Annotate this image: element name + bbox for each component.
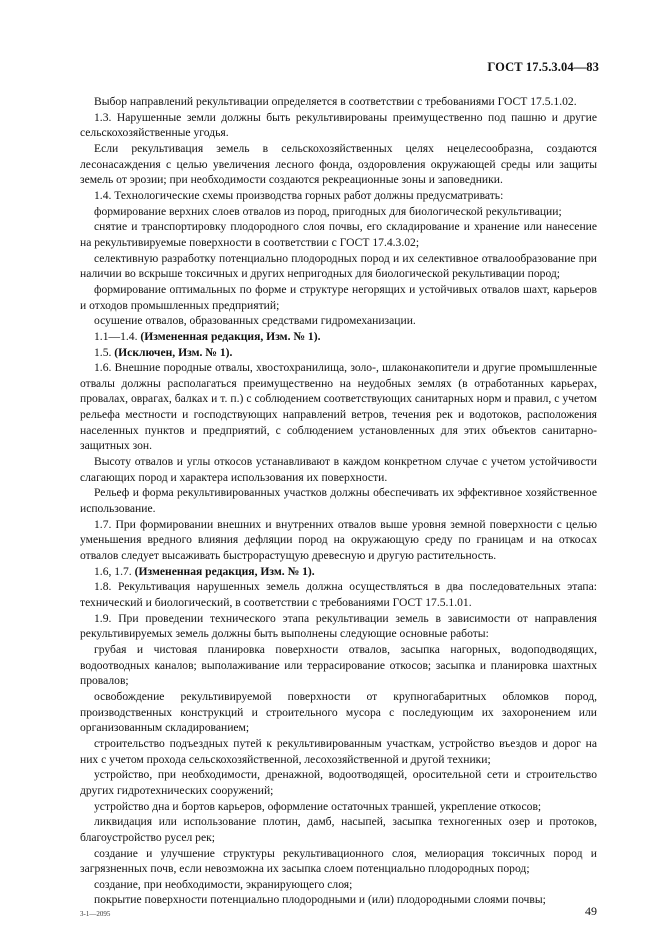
edit-note-1-6-1-7 <box>80 564 597 580</box>
paragraph: Если рекультивация земель в сельскохозяйственных целях нецелесообразна, создаются лесонасаждения с целью увеличения лесного фонда, оздоровления окружающей среды или защиты земель от эрозии; при необходимости создаются рекреационные зоны и заповедники. <box>80 141 597 187</box>
paragraph: снятие и транспортировку плодородного слоя почвы, его складирование и хранение или нанесение на рекультивируемые поверхности в соответствии с ГОСТ 17.4.3.02; <box>80 220 597 249</box>
paragraph: Высоту отвалов и углы откосов устанавливают в каждом конкретном случае с учетом устойчивости слагающих пород и характера использования их поверхности. <box>80 455 597 484</box>
paragraph: покрытие поверхности потенциально плодородными и (или) плодородными слоями почвы; <box>94 893 546 907</box>
paragraph: 1.6. Внешние породные отвалы, хвостохранилища, золо-, шлаконакопители и другие промышленные отвалы должны располагаться преимущественно на неудобных землях (в отработанных карьерах, провалах, оврагах, балках и т. п.) с соблюдением соответствующих санитарных норм и правил, с учетом рельефа местности и господствующих направлений ветров, течения рек и водотоков, расположения населенных пунктов и предприятий, с соблюдением установленных для этих объектов санитарно-защитных зон. <box>80 361 597 453</box>
edit-ref: 1.1—1.4. <box>94 329 138 343</box>
paragraph: создание и улучшение структуры рекультивационного слоя, мелиорация токсичных пород и загрязненных почв, если невозможна их засыпка слоем потенциально плодородных пород; <box>80 846 597 876</box>
edit-ref: 1.6, 1.7. <box>94 564 132 578</box>
paragraph: устройство, при необходимости, дренажной, водоотводящей, оросительной сети и строительство других гидротехнических сооружений; <box>80 768 597 797</box>
paragraph: 1.3. Нарушенные земли должны быть рекультивированы преимущественно под пашню и другие сельскохозяйственные угодья. <box>80 110 597 140</box>
edit-note: (Измененная редакция, Изм. № 1). <box>134 564 315 578</box>
edit-note-1-1-1-4 <box>80 329 597 345</box>
paragraph: строительство подъездных путей к рекультивированным участкам, устройство въездов и дорог на них с учетом прохода сельскохозяйственной, лесохозяйственной и другой техники; <box>80 736 597 766</box>
paragraph: грубая и чистовая планировка поверхности отвалов, засыпка нагорных, водоподводящих, водоотводных каналов; выполаживание или террасирование откосов; засыпка и планировка шахтных провалов; <box>80 642 597 688</box>
paragraph: освобождение рекультивируемой поверхности от крупногабаритных обломков пород, производственных конструкций и строительного мусора с последующим их захоронением или организованным складированием; <box>80 689 597 735</box>
paragraph: 1.9. При проведении технического этапа рекультивации земель в зависимости от направления рекультивируемых земель должны быть выполнены следующие основные работы: <box>80 611 597 641</box>
document-body <box>80 94 597 908</box>
page-number: 49 <box>585 904 597 918</box>
edit-note: (Измененная редакция, Изм. № 1). <box>140 329 321 343</box>
item-1-5 <box>80 345 597 361</box>
paragraph: создание, при необходимости, экранирующего слоя; <box>94 877 353 891</box>
paragraph: селективную разработку потенциально плодородных пород и их селективное отвалообразование при наличии во вскрыше токсичных и других непригодных для биологической рекультивации пород; <box>80 251 597 281</box>
paragraph: формирование оптимальных по форме и структуре негорящих и устойчивых отвалов шахт, карьеров и отходов промышленных предприятий; <box>80 282 597 312</box>
paragraph: осушение отвалов, образованных средствами гидромеханизации. <box>94 314 416 328</box>
paragraph: 1.7. При формировании внешних и внутренних отвалов выше уровня земной поверхности с целью уменьшения вредного влияния дефляции пород на окружающую среду по границам и на откосах отвалов следует высаживать быстрорастущую древесную и другую растительность. <box>80 517 597 563</box>
paragraph: Выбор направлений рекультивации определяется в соответствии с требованиями ГОСТ 17.5.1.02. <box>94 95 577 108</box>
paragraph: ликвидация или использование плотин, дамб, насыпей, засыпка техногенных озер и протоков, благоустройство русел рек; <box>80 815 597 844</box>
paragraph: Рельеф и форма рекультивированных участков должны обеспечивать их эффективное хозяйственное использование. <box>80 486 597 516</box>
paragraph: 1.8. Рекультивация нарушенных земель должна осуществляться в два последовательных этапа: технический и биологический, в соответствии с требованиями ГОСТ 17.5.1.01. <box>80 580 597 609</box>
item-ref: 1.5. <box>94 345 112 359</box>
item-note: (Исключен, Изм. № 1). <box>114 345 233 359</box>
paragraph: формирование верхних слоев отвалов из пород, пригодных для биологической рекультивации; <box>94 204 562 218</box>
paragraph: устройство дна и бортов карьеров, оформление остаточных траншей, укрепление откосов; <box>94 799 542 813</box>
document-header: ГОСТ 17.5.3.04—83 <box>487 60 599 74</box>
paragraph: 1.4. Технологические схемы производства горных работ должны предусматривать: <box>94 188 504 202</box>
print-code: 3-1—2095 <box>80 910 111 918</box>
